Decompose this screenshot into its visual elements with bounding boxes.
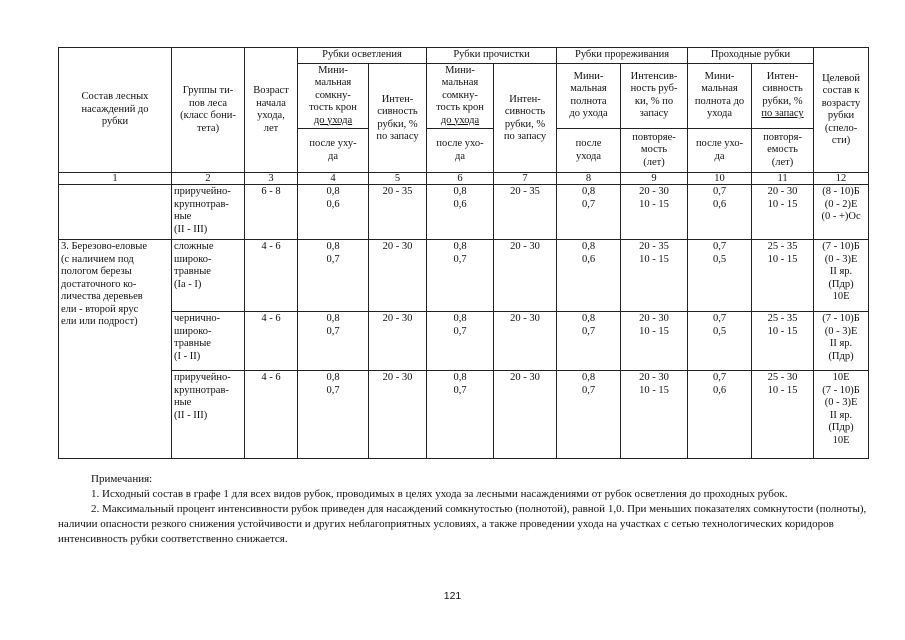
cell-line: 10Е (832, 291, 850, 302)
cell-line: (0 - 3)Е (824, 397, 858, 408)
cell-line: 0,7 (581, 198, 596, 210)
cell-line: мость (640, 144, 668, 156)
age-cell: 4 - 6 (245, 240, 298, 312)
col-number-3: 3 (245, 173, 298, 185)
cell-line: 20 - 30 (639, 372, 669, 383)
cell-line: ели или подрост) (61, 316, 138, 327)
cell-line: 20 - 35 (639, 241, 669, 252)
value-cell (298, 312, 369, 371)
cell-line: II яр. (829, 338, 853, 349)
cell-line: 20 - 30 (382, 313, 413, 324)
header-group-cleaning: Рубки прочистки (427, 48, 557, 64)
cell-line: 20 - 30 (510, 313, 540, 324)
note-item-2: 2. Максимальный процент интенсивности рубок приведен для насаждений сомкнутостью (полнотой), равной 1,0. При меньших показателях сомкнутости (полноты), наличии опасности резкого снижения устойчивости и других неблагоприятных условиях, а также проведении ухода на участках с сетью технологических коридоров интенсивность рубки соответственно снижается. (58, 503, 867, 545)
document-page (58, 47, 868, 459)
header-after-care-4 (688, 129, 752, 173)
cell-line: да (455, 150, 466, 162)
value-cell (427, 312, 494, 371)
cell-line: (класс бони- (180, 110, 236, 121)
cell-line: (с наличием под (61, 253, 134, 265)
value-cell (752, 240, 814, 312)
cell-line: (0 - 2)Е (824, 198, 858, 210)
value-cell (621, 185, 688, 240)
cell-line: Интенсив- (630, 70, 678, 82)
cell-line: Мини- (445, 64, 475, 76)
value-cell (298, 240, 369, 312)
table-row (59, 371, 869, 459)
cell-line: широко- (174, 253, 212, 265)
table-row (59, 185, 869, 240)
thinning-table (58, 47, 869, 459)
cell-line: начала (256, 97, 286, 109)
cell-line: 10 - 15 (767, 325, 798, 337)
cell-line: лет (263, 122, 279, 134)
cell-line: ухода, (257, 110, 285, 121)
cell-line: травные (174, 266, 211, 277)
cell-line: пологом березы (61, 266, 132, 277)
cell-line: Интен- (766, 70, 799, 82)
cell-line: запасу (639, 108, 669, 120)
target-composition-cell (814, 185, 869, 240)
cell-line: после (575, 138, 602, 149)
target-composition-cell (814, 240, 869, 312)
cell-line: 0,7 (326, 253, 340, 265)
cell-line: сомкну- (315, 89, 351, 101)
col-number-7: 7 (494, 173, 557, 185)
cell-line: (8 - 10)Б (822, 186, 860, 197)
cell-line: 20 - 35 (382, 186, 413, 197)
cell-line: 20 - 30 (382, 372, 413, 383)
cell-line: 0,8 (581, 372, 596, 383)
cell-line: 0,7 (326, 325, 340, 337)
cell-line: ухода (707, 108, 733, 120)
forest-type-cell (172, 240, 245, 312)
col-number-9: 9 (621, 173, 688, 185)
cell-line: Группы ти- (182, 85, 234, 96)
cell-line: емость (767, 144, 798, 156)
cell-line: Возраст (253, 85, 289, 96)
value-cell (688, 312, 752, 371)
value-cell (752, 185, 814, 240)
value-cell (688, 185, 752, 240)
cell-line: Мини- (573, 70, 604, 82)
cell-line: приручейно- (174, 186, 231, 197)
cell-line: повторяе- (632, 131, 676, 143)
header-initial-composition (59, 48, 172, 173)
cell-line: (Пдр) (828, 350, 854, 362)
cell-line: 0,7 (453, 325, 467, 337)
cell-line: (Iа - I) (174, 278, 202, 290)
cell-line: 0,8 (581, 186, 596, 197)
header-start-age (245, 48, 298, 173)
header-group-thinning: Рубки прореживания (557, 48, 688, 64)
value-cell (752, 312, 814, 371)
header-intensity-3 (621, 63, 688, 129)
composition-cell-empty (59, 185, 172, 240)
col-number-1: 1 (59, 173, 172, 185)
notes-section (58, 472, 870, 547)
cell-line: 0,8 (453, 372, 467, 383)
cell-line: тета) (196, 122, 220, 134)
col-number-6: 6 (427, 173, 494, 185)
cell-line: ухода (576, 150, 602, 162)
cell-line: полнота до (694, 95, 745, 107)
forest-type-cell (172, 185, 245, 240)
cell-line: ные (174, 397, 192, 408)
cell-line: 20 - 30 (510, 241, 540, 252)
cell-line: 10 - 15 (639, 384, 669, 396)
value-cell (369, 185, 427, 240)
header-group-passing-cuts: Проходные рубки (688, 48, 814, 64)
cell-line: 0,7 (712, 313, 727, 324)
cell-line: повторя- (763, 131, 802, 143)
header-repeatability-1 (621, 129, 688, 173)
cell-line: сивность (504, 106, 546, 117)
cell-line: да (327, 150, 338, 162)
header-group-light-cutting: Рубки осветления (298, 48, 427, 64)
cell-line: II яр. (829, 266, 853, 277)
cell-line: 0,6 (712, 384, 727, 396)
cell-line: полнота (570, 95, 607, 107)
cell-line: 20 - 35 (510, 186, 540, 197)
cell-line: 0,8 (581, 313, 596, 324)
cell-line: 0,8 (581, 241, 596, 252)
header-intensity-4 (752, 63, 814, 129)
forest-type-cell (172, 312, 245, 371)
note-item-1: 1. Исходный состав в графе 1 для всех видов рубок, проводимых в целях ухода за лесными насаждениями от рубок осветления до проходных рубок. (91, 488, 788, 500)
cell-line: 0,6 (712, 198, 727, 210)
cell-line: 0,5 (712, 253, 727, 265)
cell-line: сложные (174, 241, 214, 252)
cell-line: ность руб- (630, 83, 678, 95)
value-cell (298, 185, 369, 240)
header-min-crown-density-1 (298, 63, 369, 129)
cell-line: 10 - 15 (767, 253, 798, 265)
value-cell (369, 371, 427, 459)
cell-line: 10Е (832, 434, 850, 446)
header-after-care-3 (557, 129, 621, 173)
cell-line: 0,8 (326, 241, 340, 252)
cell-line: 0,6 (453, 198, 467, 210)
cell-line: 10 - 15 (767, 198, 798, 210)
cell-line: (I - II) (174, 350, 201, 362)
cell-line: широко- (174, 325, 212, 337)
age-cell: 6 - 8 (245, 185, 298, 240)
cell-line: Интен- (381, 93, 414, 105)
cell-line: ки, % по (634, 95, 674, 107)
cell-line: (0 - 3)Е (824, 325, 858, 337)
header-target-composition (814, 48, 869, 173)
target-composition-cell (814, 312, 869, 371)
cell-line: (спело- (824, 122, 858, 134)
value-cell (494, 312, 557, 371)
cell-line: (II - III) (174, 223, 208, 235)
header-intensity-2 (494, 63, 557, 173)
header-after-care-2 (427, 129, 494, 173)
target-composition-cell (814, 371, 869, 459)
cell-line: (0 - 3)Е (824, 253, 858, 265)
cell-line: травные (174, 338, 211, 349)
cell-line: пов леса (188, 97, 228, 109)
value-cell (494, 371, 557, 459)
cell-line: крупнотрав- (174, 384, 229, 396)
cell-line: Мини- (704, 70, 735, 82)
cell-line: 0,7 (326, 384, 340, 396)
cell-line: (лет) (643, 156, 665, 168)
header-forest-type-groups (172, 48, 245, 173)
cell-line: 20 - 30 (639, 186, 669, 197)
value-cell (557, 371, 621, 459)
cell-line: 0,8 (326, 186, 340, 197)
cell-line: до ухода (313, 114, 353, 126)
cell-line: 0,8 (453, 313, 467, 324)
cell-line: рубки (101, 116, 129, 128)
header-min-crown-density-2 (427, 63, 494, 129)
cell-line: 25 - 35 (767, 313, 798, 324)
cell-line: Состав лесных (81, 91, 149, 103)
value-cell (621, 240, 688, 312)
cell-line: чернично- (174, 313, 221, 324)
cell-line: Мини- (318, 64, 348, 76)
cell-line: сти) (831, 135, 851, 146)
cell-line: (7 - 10)Б (822, 241, 860, 252)
header-min-fullness-1 (557, 63, 621, 129)
value-cell (369, 312, 427, 371)
col-number-11: 11 (752, 173, 814, 185)
cell-line: мальная (570, 83, 607, 95)
cell-line: по запасу (376, 131, 419, 142)
cell-line: до ухода (569, 108, 608, 120)
value-cell (557, 185, 621, 240)
cell-line: (Пдр) (828, 422, 854, 433)
age-cell: 4 - 6 (245, 371, 298, 459)
forest-type-cell (172, 371, 245, 459)
cell-line: 0,5 (712, 325, 727, 337)
cell-line: (7 - 10)Б (822, 313, 860, 324)
col-number-10: 10 (688, 173, 752, 185)
cell-line: после ухо- (436, 138, 484, 149)
value-cell (494, 240, 557, 312)
cell-line: мальная (314, 77, 352, 88)
cell-line: 0,7 (712, 372, 727, 383)
table-row (59, 312, 869, 371)
header-min-fullness-2 (688, 63, 752, 129)
cell-line: (7 - 10)Б (822, 384, 860, 396)
cell-line: сомкну- (442, 89, 478, 101)
table-row (59, 240, 869, 312)
cell-line: рубки, % (762, 95, 803, 107)
col-number-5: 5 (369, 173, 427, 185)
cell-line: насаждений до (81, 103, 149, 115)
cell-line: крупнотрав- (174, 198, 229, 210)
cell-line: 20 - 30 (767, 186, 798, 197)
cell-line: II яр. (829, 409, 853, 421)
cell-line: сивность (762, 83, 803, 95)
cell-line: да (714, 150, 725, 162)
cell-line: 25 - 30 (767, 372, 798, 383)
cell-line: 0,7 (581, 384, 596, 396)
value-cell (494, 185, 557, 240)
cell-line: рубки, % (377, 118, 418, 130)
header-intensity-1 (369, 63, 427, 173)
cell-line: 10 - 15 (639, 253, 669, 265)
cell-line: 10Е (832, 372, 850, 383)
cell-line: 0,7 (581, 325, 596, 337)
cell-line: 25 - 35 (767, 241, 798, 252)
cell-line: (Пдр) (828, 278, 854, 290)
header-repeatability-2 (752, 129, 814, 173)
value-cell (369, 240, 427, 312)
value-cell (621, 312, 688, 371)
cell-line: после уху- (309, 138, 357, 149)
value-cell (621, 371, 688, 459)
page-number: 121 (443, 590, 462, 602)
cell-line: 10 - 15 (767, 384, 798, 396)
cell-line: 0,8 (326, 372, 340, 383)
cell-line: 20 - 30 (382, 241, 413, 252)
notes-title: Примечания: (91, 473, 153, 485)
value-cell (752, 371, 814, 459)
cell-line: мальная (701, 83, 738, 95)
cell-line: сивность (377, 106, 418, 117)
cell-line: до ухода (440, 114, 480, 126)
col-number-8: 8 (557, 173, 621, 185)
cell-line: после ухо- (695, 138, 744, 149)
cell-line: мальная (441, 77, 479, 88)
cell-line: 10 - 15 (639, 325, 669, 337)
value-cell (557, 240, 621, 312)
cell-line: состав к (822, 85, 860, 96)
value-cell (298, 371, 369, 459)
cell-line: тость крон (436, 102, 484, 113)
cell-line: (II - III) (174, 409, 208, 421)
cell-line: Целевой (822, 72, 860, 84)
cell-line: приручейно- (174, 372, 231, 383)
cell-line: ные (174, 211, 192, 222)
cell-line: 20 - 30 (510, 372, 540, 383)
cell-line: 3. Березово-еловые (61, 241, 148, 252)
cell-line: 0,8 (326, 313, 340, 324)
value-cell (557, 312, 621, 371)
col-number-12: 12 (814, 173, 869, 185)
composition-group-label (59, 240, 172, 459)
cell-line: 0,8 (453, 186, 467, 197)
cell-line: 0,7 (712, 186, 727, 197)
cell-line: 0,7 (712, 241, 727, 252)
cell-line: 20 - 30 (639, 313, 669, 324)
cell-line: 0,8 (453, 241, 467, 252)
cell-line: 0,7 (453, 384, 467, 396)
value-cell (427, 185, 494, 240)
col-number-4: 4 (298, 173, 369, 185)
cell-line: возрасту (821, 97, 861, 109)
cell-line: (0 - +)Ос (821, 211, 861, 222)
cell-line: 0,6 (581, 253, 596, 265)
cell-line: 0,7 (453, 253, 467, 265)
age-cell: 4 - 6 (245, 312, 298, 371)
value-cell (427, 371, 494, 459)
cell-line: Интен- (509, 93, 541, 105)
col-number-2: 2 (172, 173, 245, 185)
value-cell (688, 371, 752, 459)
cell-line: по запасу (761, 108, 804, 120)
cell-line: личества деревьев (61, 291, 143, 302)
value-cell (427, 240, 494, 312)
cell-line: 10 - 15 (639, 198, 669, 210)
cell-line: достаточного ко- (61, 278, 137, 290)
cell-line: ели - второй ярус (61, 303, 139, 315)
cell-line: (лет) (771, 156, 794, 168)
cell-line: тость крон (309, 102, 357, 113)
cell-line: рубки, % (504, 118, 546, 130)
header-after-care-1 (298, 129, 369, 173)
cell-line: рубки (827, 110, 855, 121)
value-cell (688, 240, 752, 312)
cell-line: по запасу (503, 131, 547, 142)
cell-line: 0,6 (326, 198, 340, 210)
